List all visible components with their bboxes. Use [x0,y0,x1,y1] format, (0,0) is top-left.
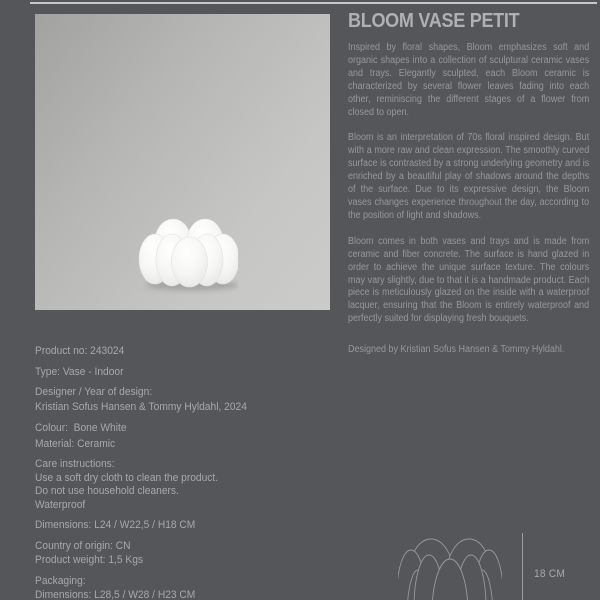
description-paragraph: Bloom comes in both vases and trays and is made from ceramic and fiber concrete. The surface is hand glazed in order to achieve the unique surface texture. The colours may vary slightly, due to that it is a handmade product. Each piece is meticulously glazed on the inside with a waterproof lacquer, ensuring that the Bloom is entirely waterproof and perfectly suited for displaying fresh bouquets. [348,235,590,325]
spec-line: Product no: 243024 [35,345,125,357]
spec-line: Packaging: [35,574,86,587]
spec-group-dimensions [35,518,323,533]
bloom-vase-photo-illustration [138,213,238,295]
vase-outline-drawing [398,533,502,600]
spec-group-origin-weight [35,539,323,568]
spec-line: Use a soft dry cloth to clean the product. [35,471,219,484]
spec-line: Do not use household cleaners. [35,485,179,497]
spec-group-colour-material [35,420,323,452]
description-paragraph: Inspired by floral shapes, Bloom emphasizes soft and organic shapes into a collection of sculptural ceramic vases and trays. Elegantly sculpted, each Bloom ceramic is characterized by several flower leaves fading into each other, reminiscing the different stages of a flower from closed to open. [348,42,590,118]
top-rule-divider [30,2,597,4]
spec-group-care [35,458,323,512]
page-title: BLOOM VASE PETIT [348,10,520,32]
description-text [348,42,589,326]
spec-line: Colour: Bone White [35,422,127,434]
description-column [348,10,589,355]
spec-line: Care instructions: [35,458,115,470]
specs-column [35,344,323,600]
spec-group-designer [35,385,323,414]
spec-line: Dimensions: L28,5 / W28 / H23 CM [35,589,196,600]
designer-credit: Designed by Kristian Sofus Hansen & Tommy Hyldahl. [348,344,565,356]
product-photo [35,14,330,310]
spec-line: Designer / Year of design: [35,386,153,398]
spec-line: Waterproof [35,498,86,511]
spec-group-product-no [35,344,323,359]
spec-line: Dimensions: L24 / W22,5 / H18 CM [35,519,196,531]
spec-group-type [35,365,323,380]
spec-line: Kristian Sofus Hansen & Tommy Hyldahl, 2024 [35,400,247,413]
height-measure-label: 18 CM [534,568,566,580]
spec-line: Country of origin: CN [35,539,131,552]
spec-line: Type: Vase - Indoor [35,365,124,378]
spec-line: Material: Ceramic [35,438,116,450]
description-paragraph: Bloom is an interpretation of 70s floral inspired design. But with a more raw and clean expression. The smoothly curved surface is contrasted by a strong underlying geometry and is enriched by a beautiful play of shadows around the depths of the surface. Due to its expressive design, the Bloom vases changes experience throughout the day, according to the position of light and shadows. [348,132,590,221]
spec-line: Product weight: 1,5 Kgs [35,554,144,566]
spec-group-packaging [35,574,323,600]
height-measure-line [522,533,523,600]
